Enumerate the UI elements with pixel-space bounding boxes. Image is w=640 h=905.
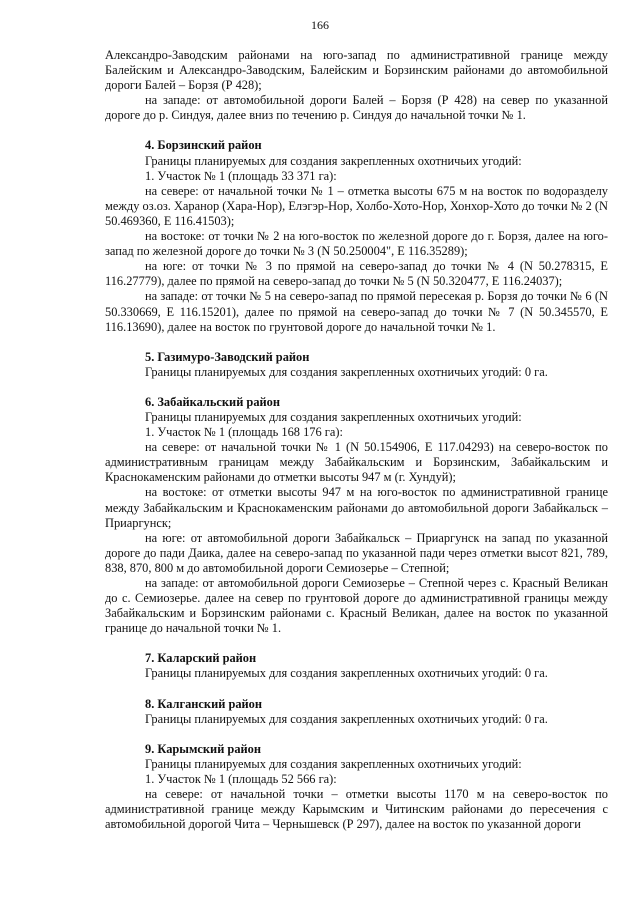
section-heading-kalarsky: 7. Каларский район [145,651,257,666]
section-heading-kalgansky: 8. Калганский район [145,696,263,711]
boundary-south: на юге: от точки № 3 по прямой на северо-запад до точки № 4 (N 50.278315, E 116.27779), далее по прямой на северо-запад до точки № 5 (N 50.320477, E 116.24037); [105,259,608,289]
boundaries-line: Границы планируемых для создания закрепленных охотничьих угодий: 0 га. [145,711,548,726]
boundary-west: на западе: от точки № 5 на северо-запад по прямой пересекая р. Борзя до точки № 6 (N 50.330669, E 116.15201), далее по прямой на северо-запад до точки № 7 (N 50.345570, E 116.13690), далее на восток по грунтовой дороге до начальной точки № 1. [105,289,608,334]
text-column [105,48,608,832]
intro-paragraph: Александро-Заводским районами на юго-запад по административной границе между Балейским и Александро-Заводским, Балейским и Борзинским районами до автомобильной дороги Балей – Борзя (Р 428); [105,48,608,93]
boundaries-line: Границы планируемых для создания закрепленных охотничьих угодий: [145,756,522,771]
section-heading-gazimuro-zavodsky: 5. Газимуро-Заводский район [145,349,310,364]
boundary-east: на востоке: от отметки высоты 947 м на юго-восток по административной границе между Забайкальским и Краснокаменским районами до автомобильной дороги Забайкальск – Приаргунск; [105,485,608,530]
boundary-west: на западе: от автомобильной дороги Семиозерье – Степной через с. Красный Великан до с. Семиозерье. далее на север по грунтовой дороге до административной границы между Забайкальским и Борзинским районами с. Красный Великан, далее на восток по указанной границе до начальной точки № 1. [105,576,608,636]
page-number: 166 [311,18,329,32]
boundary-north: на севере: от начальной точки № 1 – отметка высоты 675 м на восток по водоразделу между оз.оз. Харанор (Хара-Нор), Елэгэр-Нор, Холбо-Хото-Нор, Хонхор-Хото до точки № 2 (N 50.469360, E 116.41503); [105,183,608,228]
section-heading-karymsky: 9. Карымский район [145,741,261,756]
boundaries-line: Границы планируемых для создания закрепленных охотничьих угодий: 0 га. [145,364,548,379]
boundary-north: на севере: от начальной точки № 1 (N 50.154906, E 117.04293) на северо-восток по административным границам между Забайкальским и Борзинским, Забайкальским и Краснокаменским районами до отметки высоты 947 м (г. Хундуй); [105,440,608,485]
intro-west-paragraph: на западе: от автомобильной дороги Балей – Борзя (Р 428) на север по указанной дороге до р. Синдуя, далее вниз по течению р. Синдуя до начальной точки № 1. [105,93,608,123]
boundaries-line: Границы планируемых для создания закрепленных охотничьих угодий: 0 га. [145,666,548,681]
plot-line: 1. Участок № 1 (площадь 52 566 га): [145,771,337,786]
plot-line: 1. Участок № 1 (площадь 33 371 га): [145,168,337,183]
boundaries-line: Границы планируемых для создания закрепленных охотничьих угодий: [145,409,522,424]
boundary-east: на востоке: от точки № 2 на юго-восток по железной дороге до г. Борзя, далее на юго-запад по железной дороге до точки № 3 (N 50.250004", E 116.35289); [105,229,608,259]
boundary-south: на юге: от автомобильной дороги Забайкальск – Приаргунск на запад по указанной дороге до пади Даика, далее на северо-запад по указанной пади через отметки высот 821, 789, 838, 870, 800 м до автомобильной дороги Семиозерье – Степной; [105,530,608,575]
boundaries-line: Границы планируемых для создания закрепленных охотничьих угодий: [145,153,522,168]
plot-line: 1. Участок № 1 (площадь 168 176 га): [145,425,343,440]
section-heading-zabaikalsky: 6. Забайкальский район [145,394,280,409]
section-heading-borzinsky: 4. Борзинский район [145,138,262,153]
boundary-north: на севере: от начальной точки – отметки высоты 1170 м на северо-восток по административной границе между Карымским и Читинским районами до пересечения с автомобильной дорогой Чита – Чернышевск (Р 297), далее на восток по указанной дороги [105,787,608,832]
